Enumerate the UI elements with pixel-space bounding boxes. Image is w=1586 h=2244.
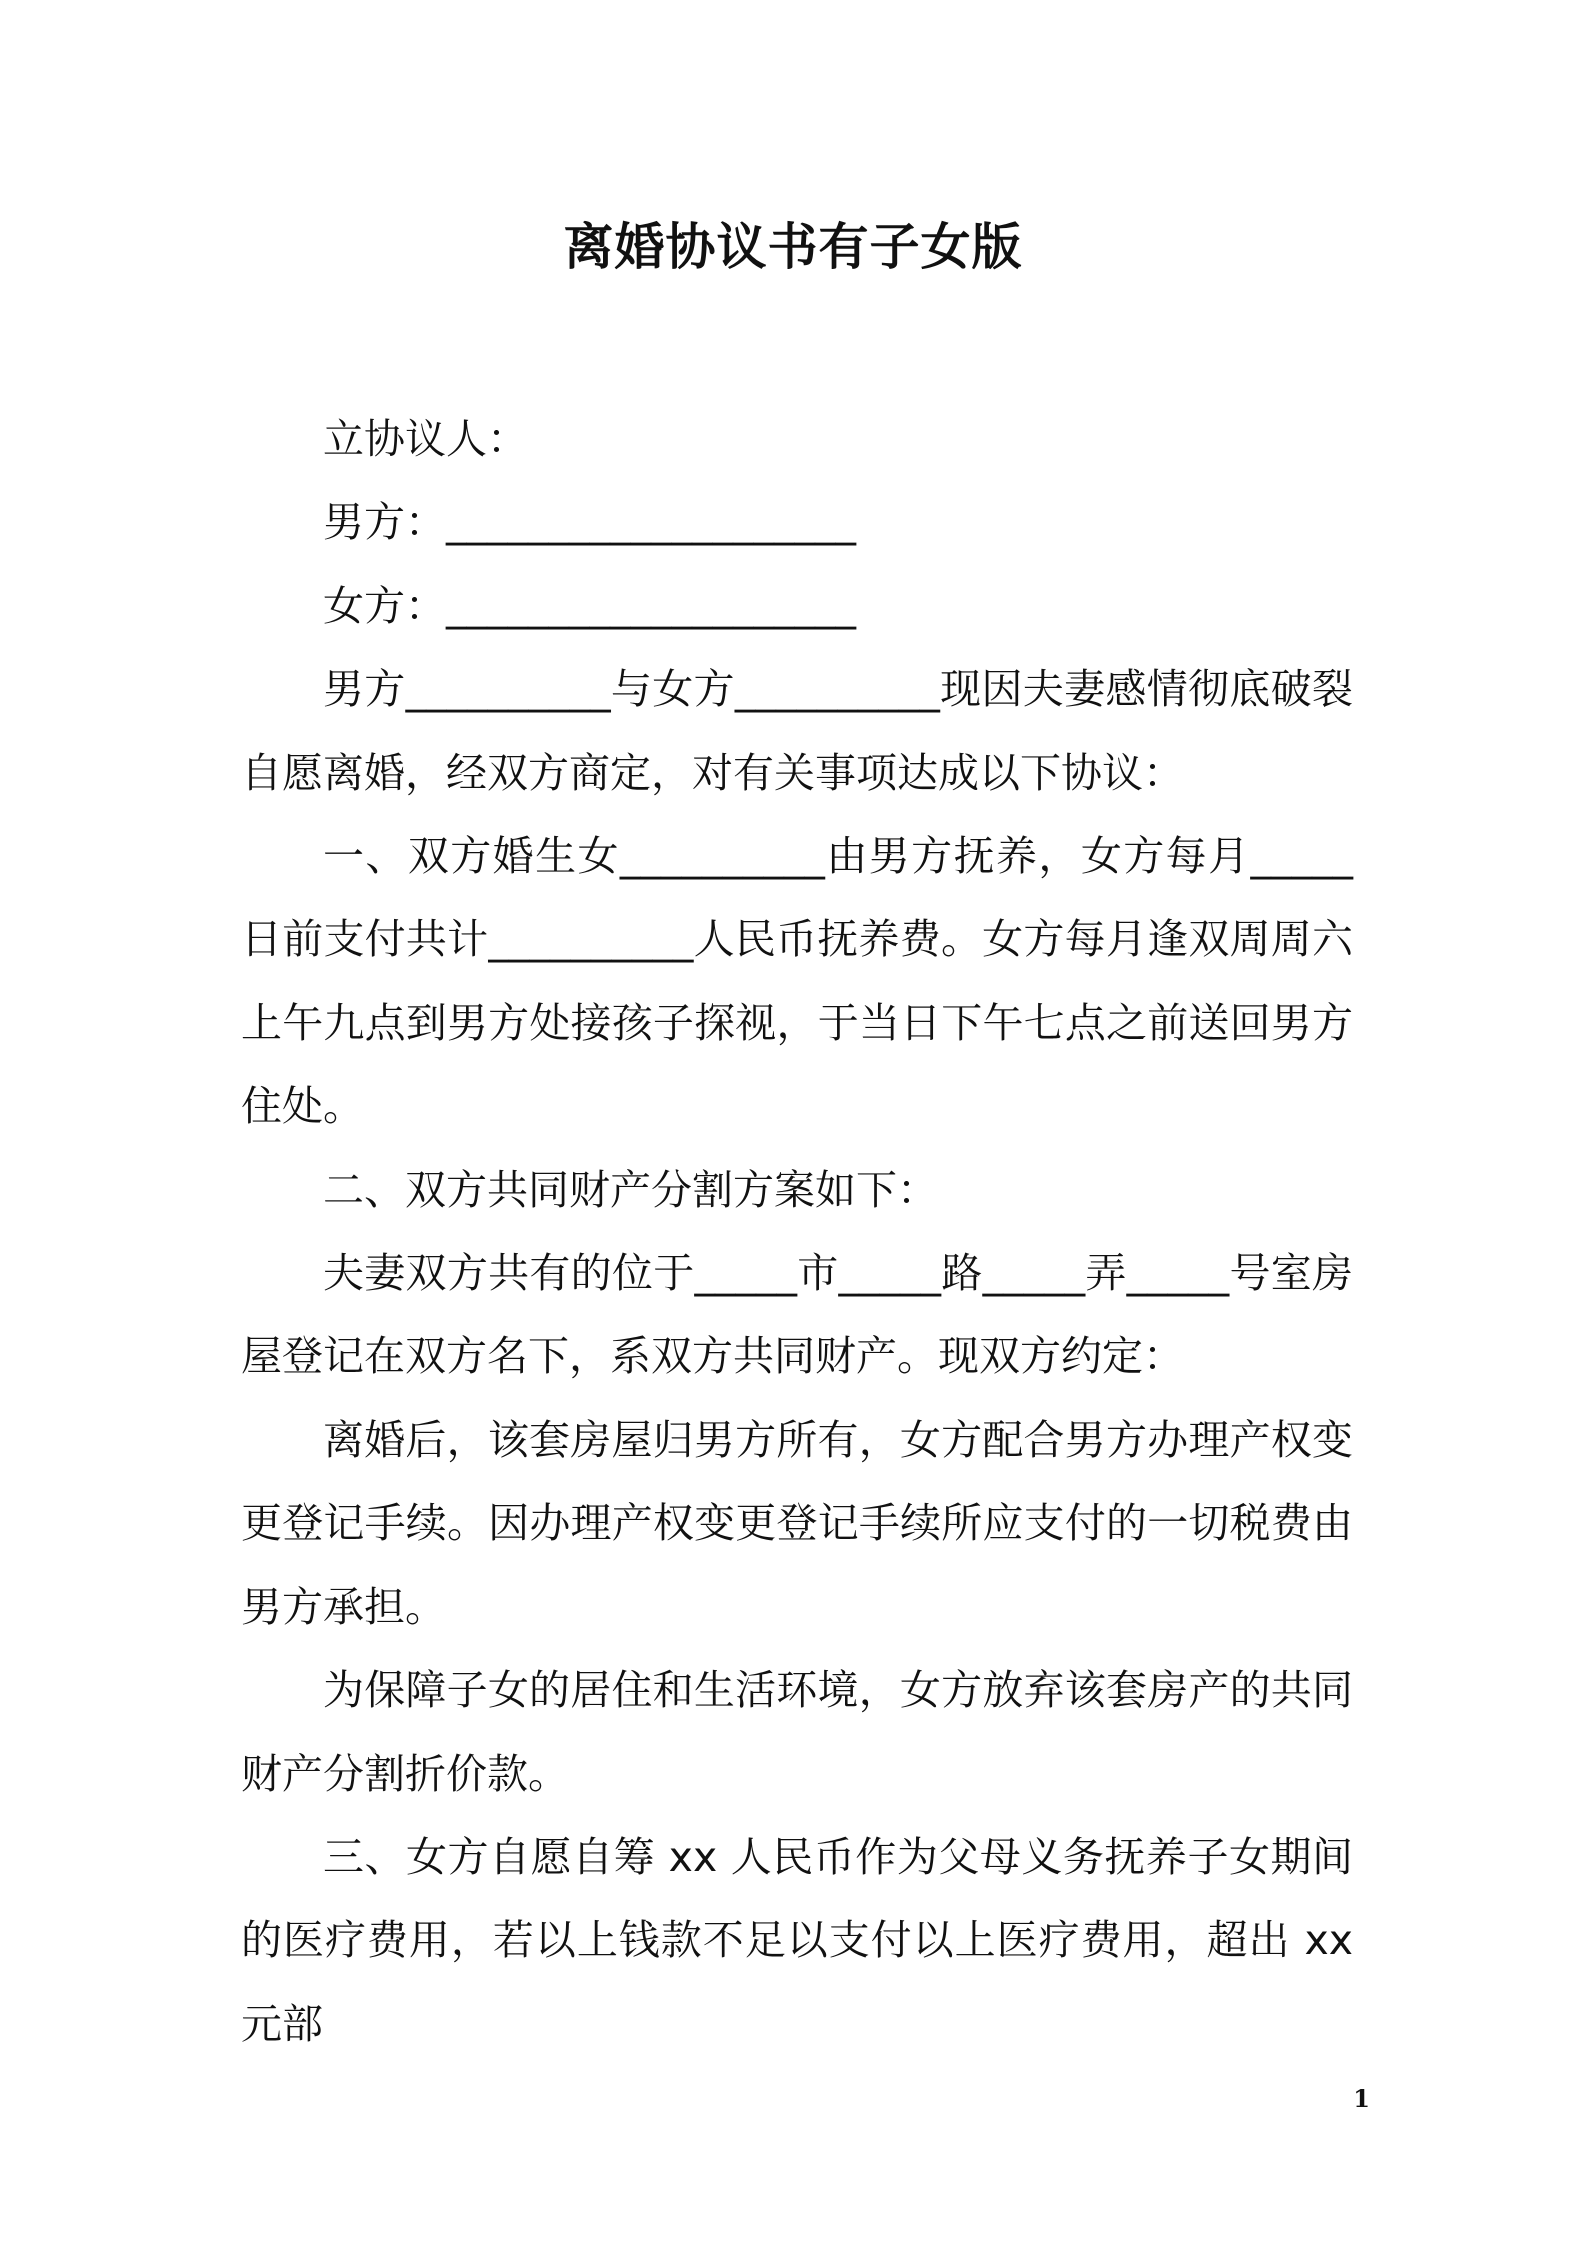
document-title: 离婚协议书有子女版 <box>563 217 1023 276</box>
paragraph-preamble: 男方__________与女方__________现因夫妻感情彻底破裂自愿离婚，经双方商定，对有关事项达成以下协议： <box>241 665 1353 797</box>
paragraph-female-party: 女方：____________________ <box>323 581 856 630</box>
paragraph-property-location: 夫妻双方共有的位于_____市_____路_____弄_____号室房屋登记在双方名下，系双方共同财产。现双方约定： <box>241 1249 1353 1381</box>
paragraph-clause-1-custody: 一、双方婚生女__________由男方抚养，女方每月_____日前支付共计__________人民币抚养费。女方每月逢双周周六上午九点到男方处接孩子探视，于当日下午七点之前送回男方住处。 <box>241 832 1353 1131</box>
document-body <box>241 398 1367 2066</box>
paragraph-property-transfer: 离婚后，该套房屋归男方所有，女方配合男方办理产权变更登记手续。因办理产权变更登记手续所应支付的一切税费由男方承担。 <box>241 1415 1353 1631</box>
paragraph-clause-3-medical: 三、女方自愿自筹 xx 人民币作为父母义务抚养子女期间的医疗费用，若以上钱款不足以支付以上医疗费用，超出 xx 元部 <box>241 1832 1367 2048</box>
paragraph-parties-heading: 立协议人： <box>323 415 528 463</box>
paragraph-clause-2-heading: 二、双方共同财产分割方案如下： <box>323 1165 938 1214</box>
page-number: 1 <box>1353 2084 1370 2113</box>
paragraph-male-party: 男方：____________________ <box>323 498 856 547</box>
paragraph-property-waiver: 为保障子女的居住和生活环境，女方放弃该套房产的共同财产分割折价款。 <box>241 1666 1353 1798</box>
